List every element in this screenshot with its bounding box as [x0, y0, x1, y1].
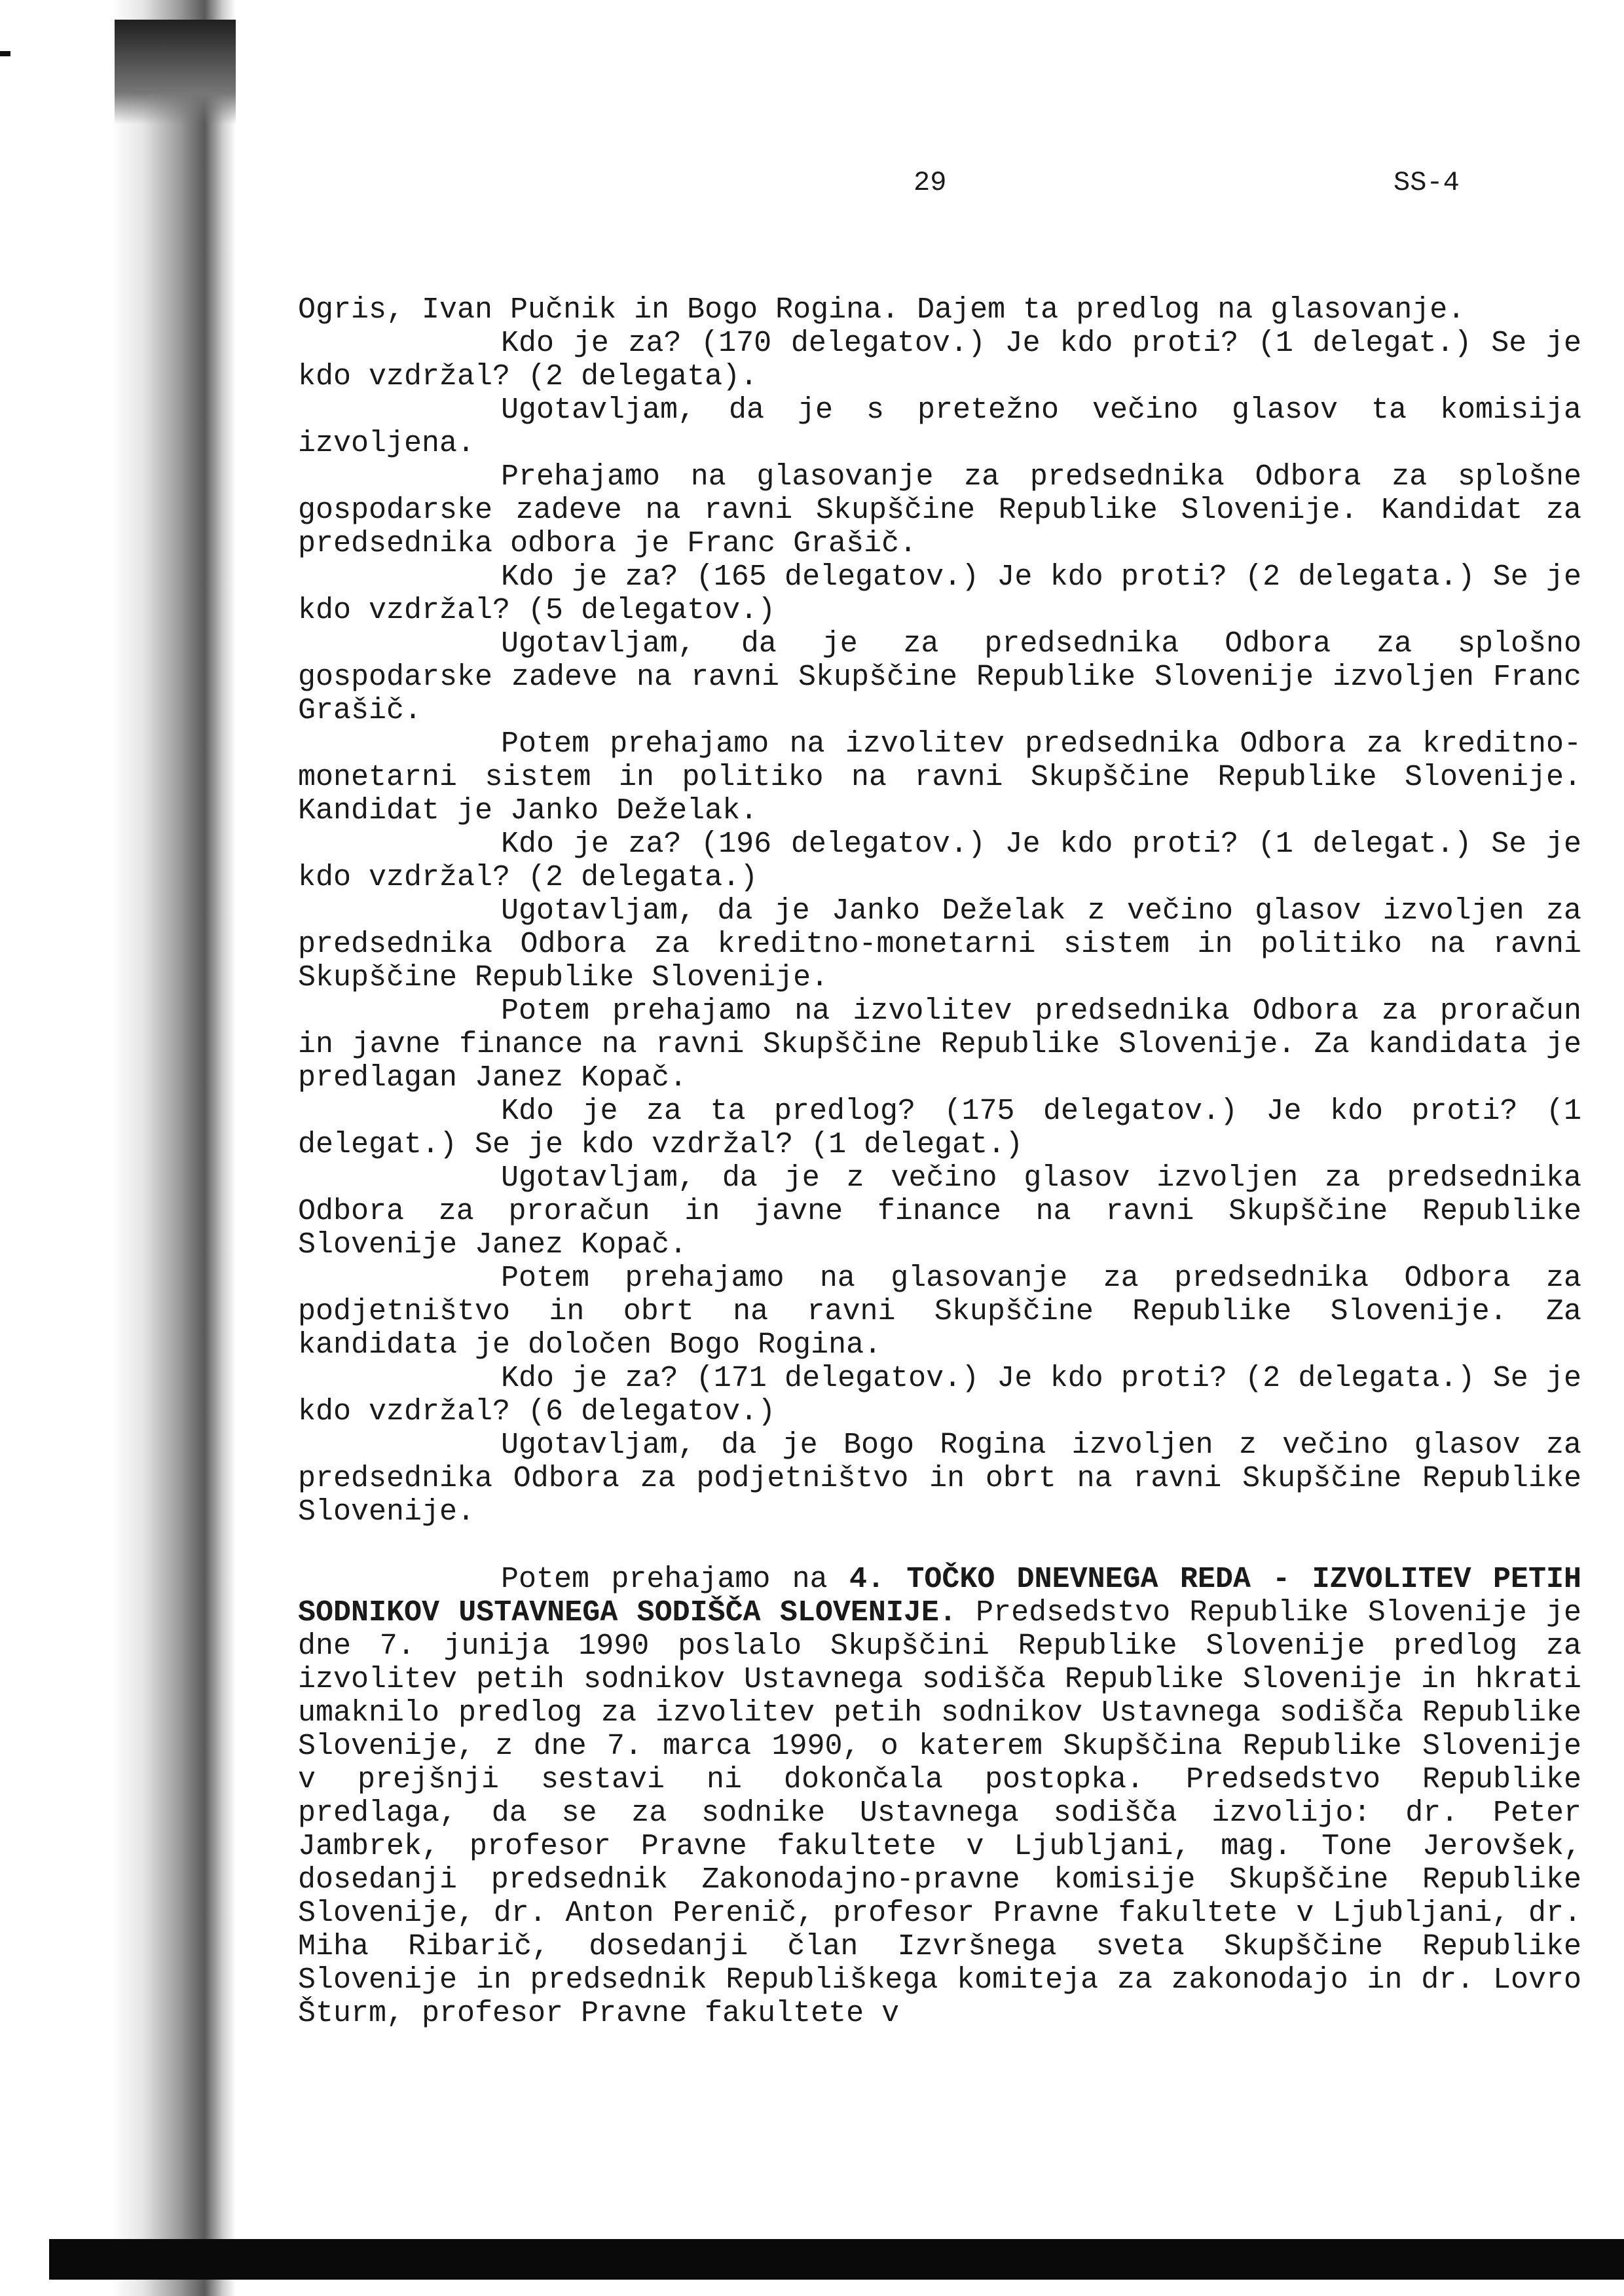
section-intro: Potem prehajamo na	[501, 1563, 849, 1596]
paragraph: Potem prehajamo na glasovanje za predsednika Odbora za podjetništvo in obrt na ravni Skupščine Republike Slovenije. Za kandidata je določen Bogo Rogina.	[298, 1262, 1581, 1362]
paragraph: Ugotavljam, da je s pretežno večino glasov ta komisija izvoljena.	[298, 393, 1581, 460]
page-text	[298, 293, 1581, 2030]
binding-shadow	[111, 0, 236, 2296]
paragraph: Ogris, Ivan Pučnik in Bogo Rogina. Dajem ta predlog na glasovanje.	[298, 293, 1466, 327]
agenda-item-heading: 4. TOČKO DNEVNEGA REDA - IZVOLITEV PETIH SODNIKOV USTAVNEGA SODIŠČA SLOVENIJE.	[298, 1563, 1581, 1630]
page-number: 29	[913, 167, 947, 198]
paragraph: Ugotavljam, da je z večino glasov izvoljen za predsednika Odbora za proračun in javne finance na ravni Skupščine Republike Slovenije Janez Kopač.	[298, 1161, 1581, 1262]
paragraph: Kdo je za? (196 delegatov.) Je kdo proti? (1 delegat.) Se je kdo vzdržal? (2 delegata.)	[298, 828, 1581, 894]
binding-top-shadow	[115, 20, 236, 124]
paragraph: Kdo je za? (170 delegatov.) Je kdo proti? (1 delegat.) Se je kdo vzdržal? (2 delegata).	[298, 327, 1581, 393]
document-code: SS-4	[1393, 167, 1460, 198]
paragraph: Kdo je za? (171 delegatov.) Je kdo proti? (2 delegata.) Se je kdo vzdržal? (6 delegatov.)	[298, 1362, 1581, 1429]
paragraph: Kdo je za ta predlog? (175 delegatov.) Je kdo proti? (1 delegat.) Se je kdo vzdržal? (1 delegat.)	[298, 1095, 1581, 1161]
paragraph: Potem prehajamo na izvolitev predsednika Odbora za proračun in javne finance na ravni Skupščine Republike Slovenije. Za kandidata je predlagan Janez Kopač.	[298, 994, 1581, 1095]
scan-bottom-bar	[49, 2239, 1624, 2280]
edge-mark	[0, 51, 10, 56]
paragraph: Ugotavljam, da je Janko Deželak z večino glasov izvoljen za predsednika Odbora za kreditno-monetarni sistem in politiko na ravni Skupščine Republike Slovenije.	[298, 894, 1581, 994]
section-body: Predsedstvo Republike Slovenije je dne 7. junija 1990 poslalo Skupščini Republike Slovenije predlog za izvolitev petih sodnikov Ustavnega sodišča Republike Slovenije in hkrati umaknilo predlog za izvolitev petih sodnikov Ustavnega sodišča Republike Slovenije, z dne 7. marca 1990, o katerem Skupščina Republike Slovenije v prejšnji sestavi ni dokončala postopka. Predsedstvo Republike predlaga, da se za sodnike Ustavnega sodišča izvolijo: dr. Peter Jambrek, profesor Pravne fakultete v Ljubljani, mag. Tone Jerovšek, dosedanji predsednik Zakonodajno-pravne komisije Skupščine Republike Slovenije, dr. Anton Perenič, profesor Pravne fakultete v Ljubljani, dr. Miha Ribarič, dosedanji član Izvršnega sveta Skupščine Republike Slovenije in predsednik Republiškega komiteja za zakonodajo in dr. Lovro Šturm, profesor Pravne fakultete v	[298, 1596, 1581, 2030]
paragraph: Ugotavljam, da je Bogo Rogina izvoljen z večino glasov za predsednika Odbora za podjetništvo in obrt na ravni Skupščine Republike Slovenije.	[298, 1429, 1581, 1529]
paragraph: Ugotavljam, da je za predsednika Odbora za splošno gospodarske zadeve na ravni Skupščine Republike Slovenije izvoljen Franc Grašič.	[298, 627, 1581, 727]
paragraph: Kdo je za? (165 delegatov.) Je kdo proti? (2 delegata.) Se je kdo vzdržal? (5 delegatov.)	[298, 560, 1581, 627]
section-4-paragraph	[298, 1563, 1581, 2030]
paragraph: Prehajamo na glasovanje za predsednika Odbora za splošne gospodarske zadeve na ravni Skupščine Republike Slovenije. Kandidat za predsednika odbora je Franc Grašič.	[298, 460, 1581, 560]
paragraph: Potem prehajamo na izvolitev predsednika Odbora za kreditno-monetarni sistem in politiko na ravni Skupščine Republike Slovenije. Kandidat je Janko Deželak.	[298, 727, 1581, 828]
